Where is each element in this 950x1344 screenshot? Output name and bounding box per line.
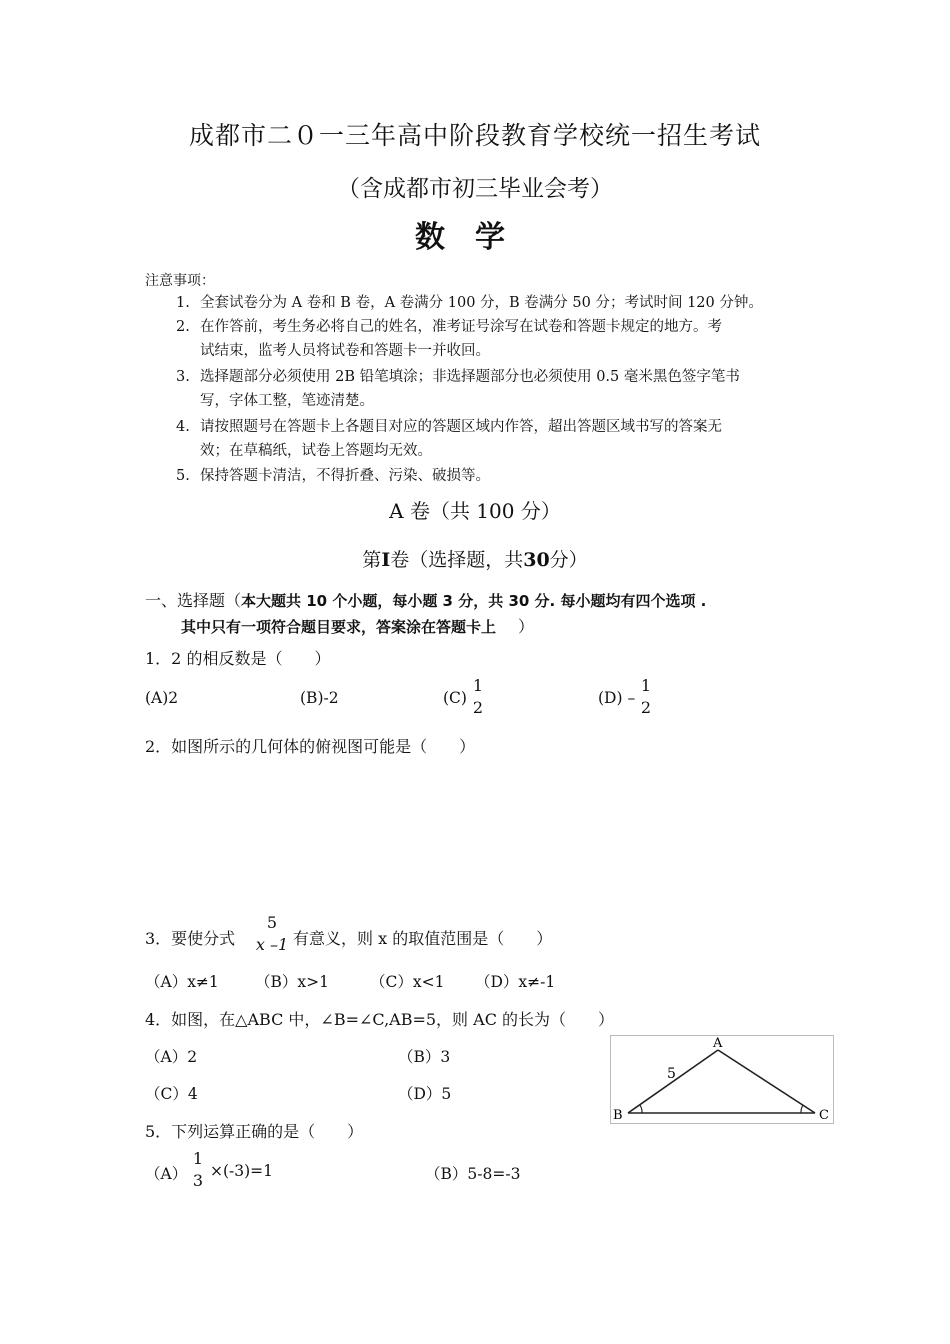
q3-fraction: 5 x –1 [255, 913, 289, 954]
question-4-stem: 4．如图，在△ABC 中，∠B=∠C,AB=5，则 AC 的长为（ ） [145, 1010, 615, 1029]
q5-option-a-label[interactable]: （A） [145, 1165, 188, 1183]
q5-option-a-fraction: 1 3 [192, 1149, 204, 1190]
q5-option-a-expression: ×(-3)=1 [210, 1162, 274, 1180]
question-3-stem-post: 有意义，则 x 的取值范围是（ ） [293, 929, 553, 948]
note-item: 1. 全套试卷分为 A 卷和 B 卷，A 卷满分 100 分，B 卷满分 50 分；考试时间 120 分钟。 [176, 295, 763, 311]
note-item: 2. 在作答前，考生务必将自己的姓名，准考证号涂写在试卷和答题卡规定的地方。考 试结束，监考人员将试卷和答题卡一并收回。 [176, 319, 722, 359]
side-ab-length: 5 [667, 1066, 676, 1082]
note-item: 5. 保持答题卡清洁，不得折叠、污染、破损等。 [176, 468, 490, 484]
q1-option-c[interactable]: (C) [443, 689, 467, 707]
triangle-figure [610, 1035, 834, 1124]
section-a-heading: A 卷（共 100 分） [389, 499, 561, 523]
q3-option-c[interactable]: （C）x<1 [370, 973, 445, 991]
note-item: 3. 选择题部分必须使用 2B 铅笔填涂；非选择题部分也必须使用 0.5 毫米黑色签字笔书 写，字体工整，笔迹清楚。 [176, 369, 740, 409]
vertex-a-label: A [713, 1036, 723, 1051]
note-item: 4. 请按照题号在答题卡上各题目对应的答题区域内作答，超出答题区域书写的答案无 效；在草稿纸，试卷上答题均无效。 [176, 419, 722, 459]
q1-option-b[interactable]: (B)-2 [300, 689, 339, 707]
question-2-stem: 2．如图所示的几何体的俯视图可能是（ ） [145, 737, 476, 756]
q3-option-a[interactable]: （A）x≠1 [145, 973, 219, 991]
question-5-stem: 5．下列运算正确的是（ ） [145, 1122, 364, 1141]
vertex-c-label: C [819, 1108, 829, 1123]
q3-option-d[interactable]: （D）x≠-1 [475, 973, 556, 991]
q3-option-b[interactable]: （B）x>1 [255, 973, 329, 991]
q5-option-b[interactable]: （B）5-8=-3 [425, 1165, 521, 1183]
q4-option-a[interactable]: （A）2 [145, 1048, 198, 1066]
triangle-svg [611, 1036, 833, 1123]
part-one-instructions: 一、选择题（本大题共 10 个小题，每小题 3 分，共 30 分. 每小题均有四个选项 . 其中只有一项符合题目要求，答案涂在答题卡上 ） [145, 591, 707, 636]
q1-option-a[interactable]: (A)2 [145, 689, 179, 707]
question-3-stem-pre: 3．要使分式 [145, 929, 236, 948]
section-i-heading: 第Ⅰ卷（选择题，共30分） [362, 549, 588, 571]
angle-c-mark [801, 1105, 803, 1113]
subject-title: 数学 [415, 220, 535, 255]
q4-option-b[interactable]: （B）3 [398, 1048, 451, 1066]
q1-option-c-fraction: 1 2 [472, 676, 484, 717]
angle-b-mark [640, 1105, 642, 1113]
question-1-stem: 1．2 的相反数是（ ） [145, 649, 331, 668]
q4-option-c[interactable]: （C）4 [145, 1085, 198, 1103]
q1-option-d-fraction: 1 2 [640, 676, 652, 717]
q1-option-d[interactable]: (D) – [598, 689, 636, 707]
notes-heading: 注意事项： [145, 273, 215, 289]
exam-subtitle: （含成都市初三毕业会考） [337, 176, 613, 202]
exam-title: 成都市二０一三年高中阶段教育学校统一招生考试 [188, 121, 761, 150]
q4-option-d[interactable]: （D）5 [398, 1085, 452, 1103]
side-ac [718, 1050, 815, 1113]
vertex-b-label: B [613, 1108, 623, 1123]
